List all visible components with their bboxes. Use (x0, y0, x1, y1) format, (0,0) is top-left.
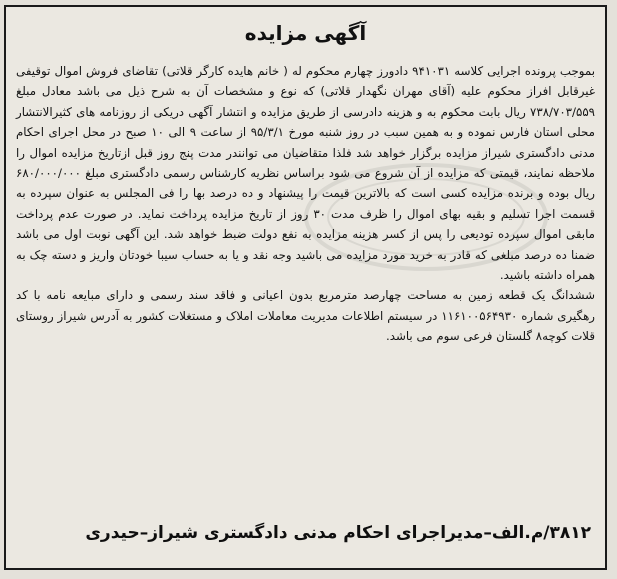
notice-body (16, 61, 595, 347)
notice-signature: ۳۸۱۲/م.الف–مدیراجرای احکام مدنی دادگستری شیراز–حیدری (85, 523, 591, 543)
notice-frame (4, 5, 607, 570)
notice-paragraph-main: بموجب پرونده اجرایی کلاسه ۹۴۱۰۳۱ دادورز چهارم محکوم له ( خانم هایده کارگر قلاتی) تقاضای فروش اموال توقیفی غیرقابل افراز محکوم علیه (آقای مهران نگهدار قلاتی) که نوع و مشخصات آن به شرح ذیل می باشد معادل مبلغ ۷۳۸/۷۰۳/۵۵۹ ریال بابت محکوم به و هزینه دادرسی از طریق مزایده و انتشار آگهی دریکی از روزنامه های کثیرالانتشار محلی استان فارس نموده و به همین سبب در روز شنبه مورخ ۹۵/۳/۱ از ساعت ۹ الی ۱۰ صبح در محل اجرای احکام مدنی دادگستری شیراز مزایده برگزار خواهد شد فلذا متقاضیان می توانندر مدت پنج روز قبل ازتاریخ مزایده اموال را ملاحظه نمایند، قیمتی که مزایده از آن شروع می شود براساس نظریه کارشناس رسمی دادگستری مبلغ ۶۸۰/۰۰۰/۰۰۰ ریال بوده و برنده مزایده کسی است که بالاترین قیمت را پیشنهاد و ده درصد بها را فی المجلس به عنوان سپرده به قسمت اجرا تسلیم و بقیه بهای اموال را ظرف مدت ۳۰ روز از تاریخ مزایده پرداخت نماید. در صورت عدم پرداخت مابقی اموال سپرده تودیعی را پس از کسر هزینه مزایده به نفع دولت ضبط خواهد شد. این آگهی نوبت اول می باشد ضمنا ده درصد مبلغی که قادر به خرید مورد مزایده می باشید وجه نقد و یا به حساب سیبا خودتان واریز و دسته چک به همراه داشته باشید. (16, 64, 595, 283)
notice-paragraph-property: ششدانگ یک قطعه زمین به مساحت چهارصد مترمربع بدون اعیانی و فاقد سند رسمی و دارای مبایعه نامه با کد رهگیری شماره ۱۱۶۱۰۰۵۶۴۹۳۰ در سیستم اطلاعات مدیریت معاملات املاک و مستغلات کشور به آدرس شیراز روستای قلات کوچه۸ گلستان فرعی سوم می باشد. (16, 288, 595, 344)
notice-title: آگهی مزایده (244, 21, 367, 45)
